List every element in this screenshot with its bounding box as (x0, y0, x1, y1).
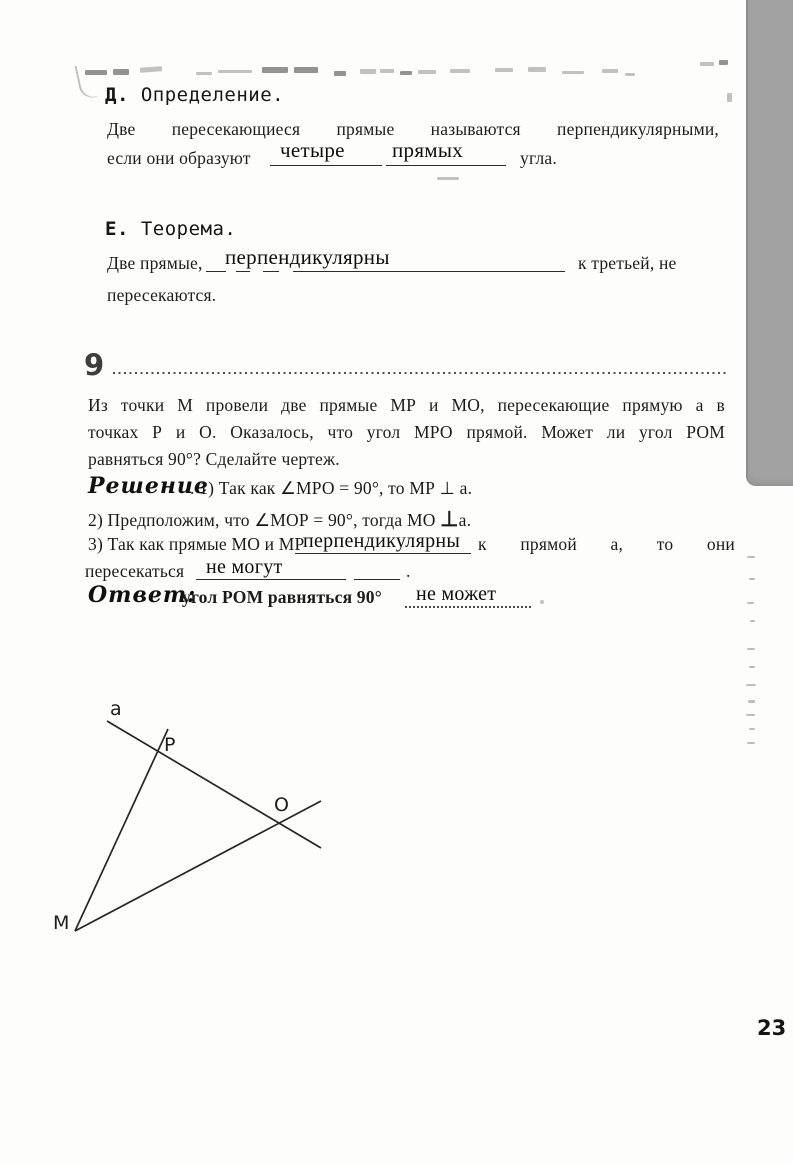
section-d-letter: Д. (105, 84, 129, 106)
line-mo (75, 801, 321, 931)
blank-answer-2: прямых (392, 138, 464, 162)
blank-line-1 (270, 165, 382, 166)
step4-blank-answer: не могут (206, 556, 283, 578)
answer-blank-fill: не может (416, 583, 497, 605)
theorem-blank-seg (263, 271, 279, 272)
scan-edge-band (746, 0, 793, 486)
step4-prefix: пересекаться (85, 561, 185, 581)
theorem-blank-answer: перпендикулярны (225, 245, 390, 269)
definition-line2-suffix: угла. (520, 148, 557, 168)
statement-line3: равняться 90°? Сделайте чертеж. (88, 449, 340, 469)
answer-text: угол РОМ равняться 90° (182, 587, 382, 607)
figure-label-p: P (164, 734, 176, 756)
blank-answer-1: четыре (280, 138, 345, 162)
section-e-letter: Е. (105, 218, 129, 240)
line-mp (75, 729, 168, 931)
theorem-blank-seg (293, 271, 565, 272)
section-d-title: Определение. (140, 84, 285, 106)
step2-suffix: а. (458, 510, 472, 530)
statement-line1: Из точки М провели две прямые МР и МО, пересекающие прямую а в (88, 395, 725, 415)
theorem-blank-seg (236, 271, 250, 272)
solution-step1: . 1) Так как ∠МРО = 90°, то МР ⊥ а. (190, 478, 473, 498)
answer-label: Ответ: (88, 582, 197, 608)
statement-line2: точках Р и О. Оказалось, что угол МРО прямой. Может ли угол РОМ (88, 422, 725, 442)
definition-line2-prefix: если они образуют (107, 148, 251, 168)
blank-line-2 (386, 165, 506, 166)
theorem-line1-prefix: Две прямые, (107, 253, 203, 273)
solution-step2 (88, 507, 471, 532)
page-number: 23 (757, 1016, 787, 1040)
step4-blank-line2 (354, 579, 400, 580)
theorem-line1-suffix: к третьей, не (578, 253, 677, 273)
problem-number: 9 (84, 348, 105, 382)
step3-blank-line (295, 553, 471, 554)
pencil-curl-artifact (75, 63, 98, 101)
geometry-figure (40, 688, 350, 953)
theorem-blank-seg (206, 271, 226, 272)
section-d-header (105, 84, 284, 106)
step3-blank-answer: перпендикулярны (303, 530, 461, 552)
dotted-leader-line (113, 371, 729, 374)
section-e-title: Теорема. (140, 218, 237, 240)
line-a (107, 721, 321, 848)
step4-blank-line (196, 579, 346, 580)
perpendicular-symbol: ⊥ (440, 507, 459, 531)
figure-label-m: M (53, 912, 70, 934)
figure-label-a: a (110, 698, 122, 720)
figure-label-o: O (274, 794, 289, 816)
theorem-line2: пересекаются. (107, 285, 217, 305)
section-e-header (105, 218, 236, 240)
step4-suffix: . (406, 561, 411, 581)
step3-suffix: к прямой а, то они (478, 534, 735, 554)
definition-line1: Две пересекающиеся прямые называются перпендикулярными, (107, 119, 719, 139)
step2-prefix: 2) Предположим, что ∠МОР = 90°, тогда МО (88, 510, 441, 530)
figure-svg (40, 688, 350, 953)
answer-blank-line (405, 606, 531, 608)
step3-prefix: 3) Так как прямые МО и МР (88, 534, 305, 554)
solution-label: Решение (88, 473, 209, 499)
